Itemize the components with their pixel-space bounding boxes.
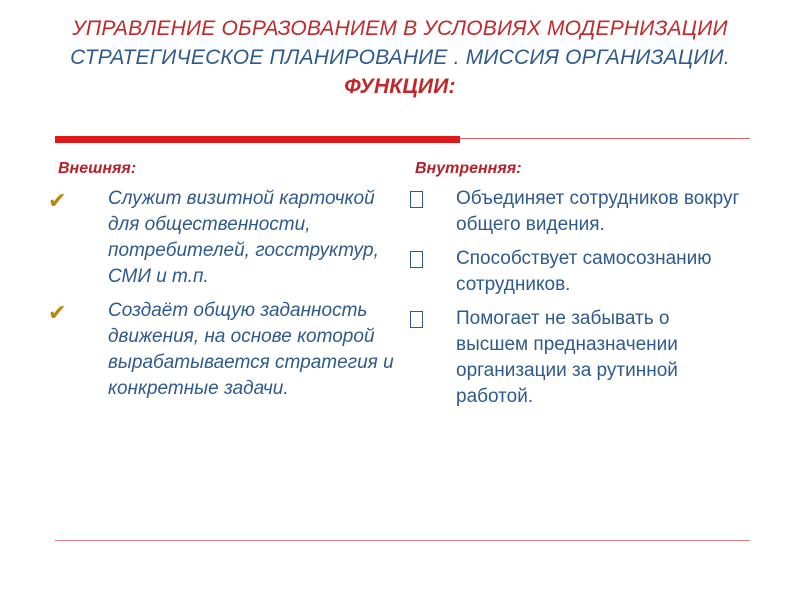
box-bullet-icon [410,251,423,268]
list-item-text: Служит визитной карточкой для общественности, потребителей, госструктур, СМИ и т.п. [108,188,379,287]
external-list [48,186,400,410]
checkmark-icon: ✔ [48,300,67,325]
internal-heading: Внутренняя: [415,160,522,177]
list-item-text: Создаёт общую заданность движения, на основе которой вырабатывается стратегия и конкретные задачи. [108,300,394,399]
slide-title [20,14,780,101]
internal-list [456,186,746,418]
list-item [456,306,746,410]
list-item-text: Помогает не забывать о высшем предназначении организации за рутинной работой. [456,308,678,407]
title-line-3: ФУНКЦИИ: [344,75,456,98]
accent-divider [55,136,460,143]
box-bullet-icon [410,191,423,208]
bottom-divider [55,540,750,541]
list-item-text: Способствует самосознанию сотрудников. [456,248,712,295]
checkmark-icon: ✔ [48,188,67,213]
title-line-1: УПРАВЛЕНИЕ ОБРАЗОВАНИЕМ В УСЛОВИЯХ МОДЕРНИЗАЦИИ [72,17,728,40]
external-heading: Внешняя: [58,160,137,177]
title-line-2: СТРАТЕГИЧЕСКОЕ ПЛАНИРОВАНИЕ . МИССИЯ ОРГАНИЗАЦИИ. [70,46,730,69]
list-item-text: Объединяет сотрудников вокруг общего видения. [456,188,740,235]
list-item [48,298,400,402]
list-item [456,186,746,238]
list-item [48,186,400,290]
box-bullet-icon [410,311,423,328]
list-item [456,246,746,298]
thin-divider [460,138,750,139]
